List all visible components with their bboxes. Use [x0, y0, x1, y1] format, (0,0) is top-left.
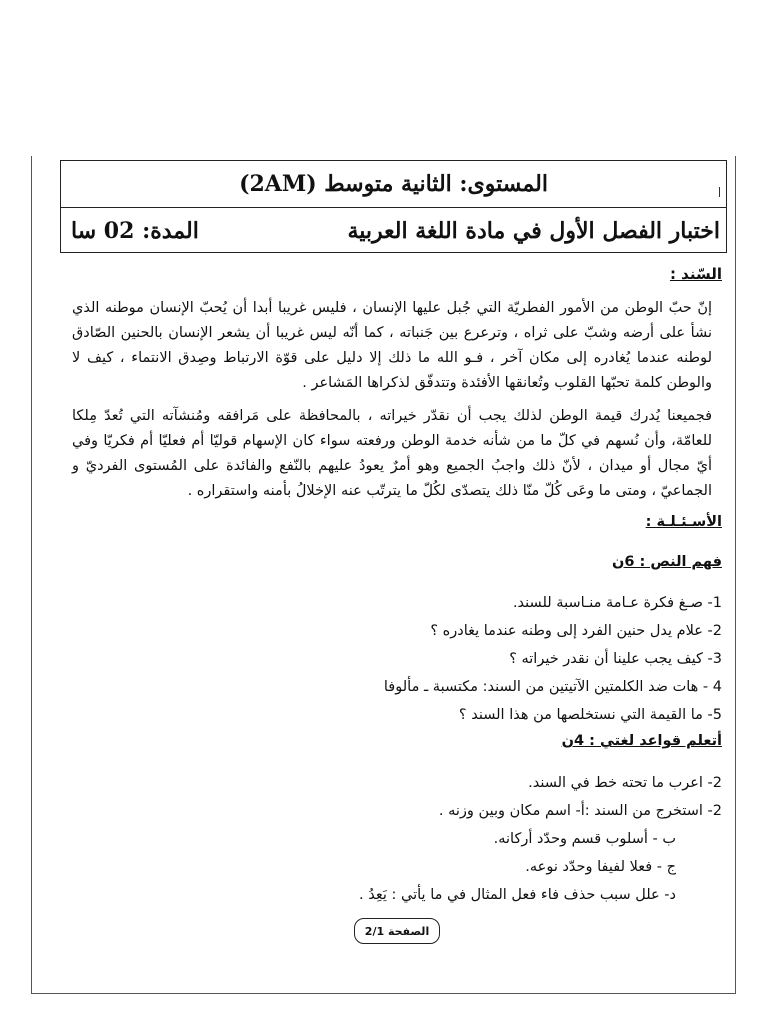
comprehension-question: 2- علام يدل حنين الفرد إلى وطنه عندما يغادره ؟: [430, 623, 722, 639]
exam-body: [72, 262, 722, 909]
comprehension-title: فهم النص : 6ن: [612, 553, 722, 570]
comprehension-question: 5- ما القيمة التي نستخلصها من هذا السند ؟: [458, 707, 722, 723]
grammar-sub-question: ب - أسلوب قسم وحدّد أركانه.: [493, 830, 676, 847]
comprehension-question: 4 - هات ضد الكلمتين الآتيتين من السند: مكتسبة ـ مألوفا: [383, 679, 722, 695]
exam-title: اختبار الفصل الأول في مادة اللغة العربية: [347, 217, 720, 244]
page-number: الصفحة 2/1: [364, 924, 430, 938]
text-paragraph-2: فجميعنا يُدرك قيمة الوطن لذلك يجب أن نقدّر خيراته ، بالمحافظة على مَرافقه ومُنشآته التي تُعدّ مِلكا للعامّة، وأن نُسهم في كلّ ما من شأنه خدمة الوطن ورفعته سواء كان الإسهام قوليّا أم فعليّا أم فكريّا وفي أيّ مجال أو ميدان ، لأنّ ذلك واجبُ الجميع وهو أمرٌ يعودُ عليهم بالنّفع والفائدة على المُستوى الفرديّ و الجماعيّ ، ومتى ما وعَى كُلّ منّا ذلك يتصدّى لكُلّ ما يترتّب عنه الإخلالُ بأمنه واستقراره .: [72, 408, 712, 499]
text-section-title: السّند :: [669, 265, 722, 283]
level-row: [61, 161, 726, 208]
page-number-badge: [354, 918, 440, 944]
grammar-sub-question: ج - فعلا لفيفا وحدّد نوعه.: [525, 858, 676, 875]
comprehension-question: 1- صـغ فكرة عـامة منـاسبة للسند.: [512, 595, 722, 611]
exam-header: [60, 160, 727, 253]
questions-title: الأسـئـلـة :: [645, 514, 722, 530]
grammar-title: أتعلم قواعد لغتي : 4ن: [561, 733, 722, 749]
grammar-question: 2- استخرج من السند :أ- اسم مكان وبين وزنه .: [438, 802, 722, 819]
level-line: المستوى: الثانية متوسط (2AM): [239, 171, 548, 197]
exam-duration: المدة: 02 سا: [71, 217, 199, 244]
grammar-sub-question: د- علل سبب حذف فاء فعل المثال في ما يأتي : يَعِدُ .: [359, 886, 676, 903]
tick-mark: [719, 187, 720, 197]
comprehension-question: 3- كيف يجب علينا أن نقدر خيراته ؟: [509, 651, 722, 667]
title-row: [61, 208, 726, 253]
grammar-question: 2- اعرب ما تحته خط في السند.: [528, 774, 722, 791]
text-paragraph-1: إنّ حبّ الوطن من الأمور الفطريّة التي جُبل عليها الإنسان ، فليس غريبا أبدا أن يُحبّ الإنسان موطنه الذي نشأ على أرضه وشبّ على ثراه ، وترعرع بين جَنباته ، كما أنّه ليس غريبا أن يشعر الإنسان بالحنين الصّادق لوطنه عندما يُغادره إلى مكان آخر ، فـو الله ما ذلك إلا دليل على قوّة الارتباط وصِدق الانتماء ، كيف لا والوطن كلمة تحبّها القلوب وتُعانقها الأفئدة وتتدفّق لذكراها المَشاعر .: [72, 300, 712, 391]
